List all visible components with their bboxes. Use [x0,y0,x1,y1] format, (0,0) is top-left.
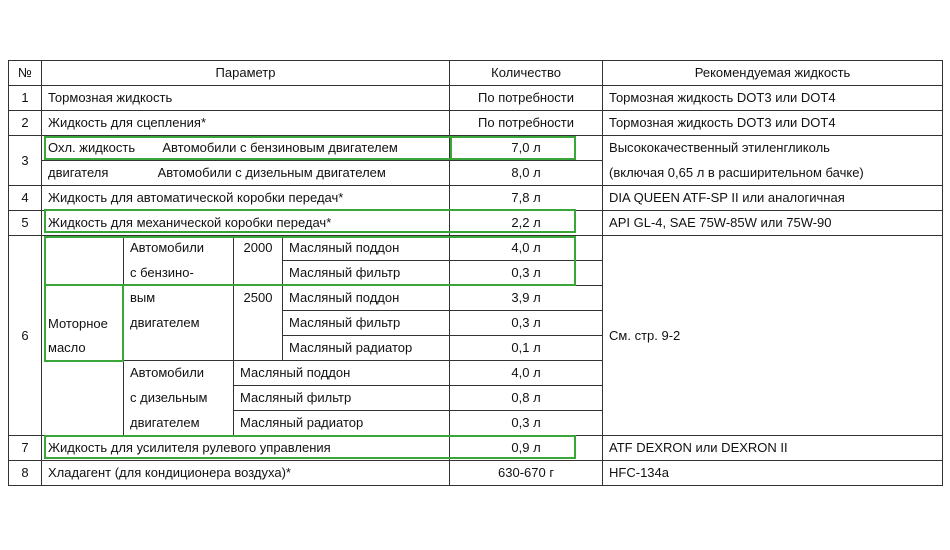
oil-item-label: Масляный фильтр [283,261,450,286]
coolant-petrol-label: Автомобили с бензиновым двигателем [162,140,398,155]
row-qty: 7,8 л [450,186,603,211]
row-qty: 8,0 л [450,161,603,186]
petrol-label-line2: с бензино- [124,261,234,286]
row-qty: По потребности [450,86,603,111]
oil-item-qty: 4,0 л [450,236,603,261]
row-fluid: Высококачественный этиленгликоль [603,136,943,161]
table-row [9,461,943,486]
oil-item-qty: 0,3 л [450,311,603,336]
engine-oil-label-line2: масло [48,339,86,355]
row-param: Хладагент (для кондиционера воздуха)* [42,461,450,486]
header-qty: Количество [450,61,603,86]
petrol-label-blank [124,336,234,361]
header-fluid: Рекомендуемая жидкость [603,61,943,86]
oil-item-qty: 0,3 л [450,411,603,436]
header-row [9,61,943,86]
row-num: 4 [9,186,42,211]
row-param: Жидкость для сцепления* [42,111,450,136]
row-qty: 0,9 л [450,436,603,461]
row-fluid: DIA QUEEN ATF-SP II или аналогичная [603,186,943,211]
coolant-diesel-label: Автомобили с дизельным двигателем [157,165,386,180]
coolant-label-cont: двигателя [48,165,109,180]
row-qty: По потребности [450,111,603,136]
oil-item-label: Масляный фильтр [283,311,450,336]
row-qty: 2,2 л [450,211,603,236]
row-fluid: Тормозная жидкость DOT3 или DOT4 [603,111,943,136]
table-row [9,161,943,186]
header-param: Параметр [42,61,450,86]
row-num: 5 [9,211,42,236]
fluids-table [8,60,943,486]
engine-oil-label-line1: Моторное [48,315,108,331]
row-param: Жидкость для механической коробки передач* [42,211,450,236]
diesel-label-line1: Автомобили [124,361,234,386]
oil-item-qty: 4,0 л [450,361,603,386]
row-fluid: HFC-134a [603,461,943,486]
row-fluid: API GL-4, SAE 75W-85W или 75W-90 [603,211,943,236]
row-param: Тормозная жидкость [42,86,450,111]
row-num: 3 [9,136,42,186]
row-fluid: (включая 0,65 л в расширительном бачке) [603,161,943,186]
row-fluid: Тормозная жидкость DOT3 или DOT4 [603,86,943,111]
oil-item-qty: 3,9 л [450,286,603,311]
row-num: 7 [9,436,42,461]
row-param: Жидкость для автоматической коробки передач* [42,186,450,211]
row-num: 6 [9,236,42,436]
petrol-label-line4: двигателем [124,311,234,336]
oil-item-qty: 0,8 л [450,386,603,411]
row-param [42,161,450,186]
petrol-label-line1: Автомобили [124,236,234,261]
row-param [42,136,450,161]
engine-oil-label [42,236,124,436]
table-row [9,111,943,136]
row-fluid: См. стр. 9-2 [603,236,943,436]
row-param: Жидкость для усилителя рулевого управления [42,436,450,461]
row-qty: 7,0 л [450,136,603,161]
oil-item-label: Масляный поддон [283,286,450,311]
engine-2000: 2000 [234,236,283,286]
row-num: 2 [9,111,42,136]
row-qty: 630-670 г [450,461,603,486]
table-row [9,436,943,461]
row-fluid: ATF DEXRON или DEXRON II [603,436,943,461]
table-row [9,236,943,261]
diesel-label-line2: с дизельным [124,386,234,411]
oil-item-label: Масляный радиатор [234,411,450,436]
table-row [9,186,943,211]
oil-item-qty: 0,1 л [450,336,603,361]
oil-item-label: Масляный радиатор [283,336,450,361]
header-num: № [9,61,42,86]
coolant-label: Охл. жидкость [48,140,136,155]
engine-2500: 2500 [234,286,283,361]
oil-item-qty: 0,3 л [450,261,603,286]
row-num: 8 [9,461,42,486]
table-row [9,211,943,236]
petrol-label-line3: вым [124,286,234,311]
oil-item-label: Масляный фильтр [234,386,450,411]
table-row [9,86,943,111]
oil-item-label: Масляный поддон [234,361,450,386]
diesel-label-line3: двигателем [124,411,234,436]
table-row [9,136,943,161]
oil-item-label: Масляный поддон [283,236,450,261]
row-num: 1 [9,86,42,111]
